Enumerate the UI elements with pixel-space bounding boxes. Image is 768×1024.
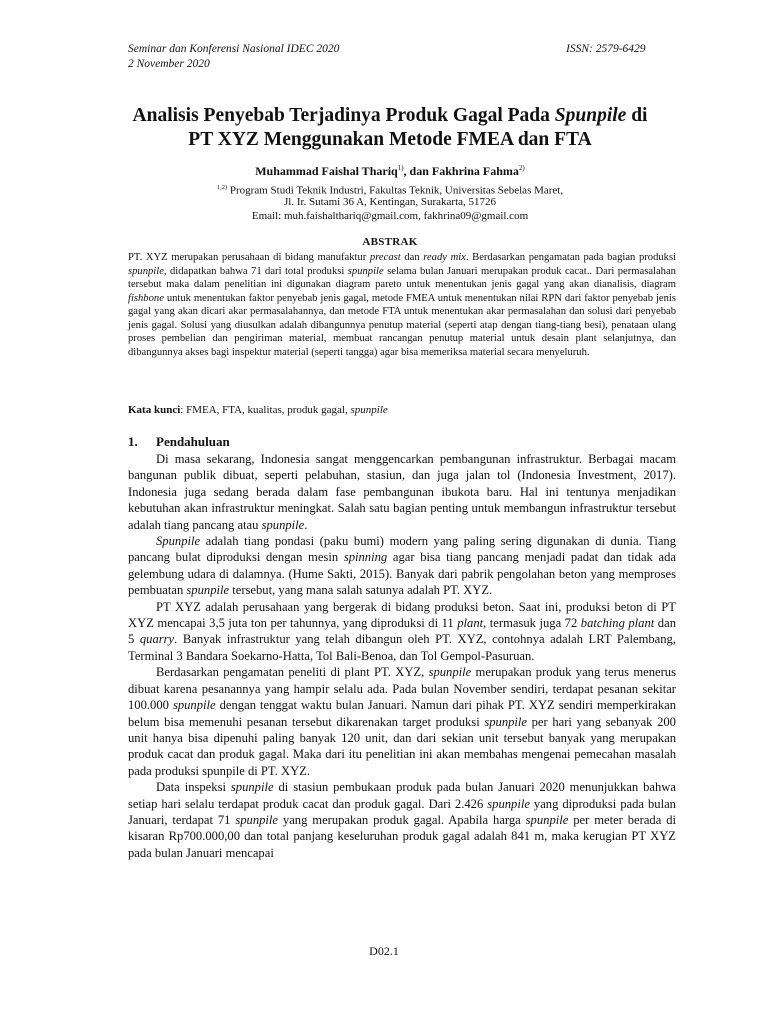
- text-run: dengan tenggat waktu bulan Januari. Namun dari pihak PT. XYZ sendiri memperkirakan belum bisa memenuhi pesanan tersebut dikarenakan target produksi: [128, 698, 677, 729]
- italic-term: batching plant: [580, 616, 655, 631]
- text-run: per meter berada di kisaran Rp700.000,00 dan total panjang keseluruhan produk gagal adalah 841 m, maka kerugian PT XYZ pada bulan Januari mencapai: [128, 812, 676, 860]
- italic-term: spunpile: [235, 812, 279, 827]
- italic-term: spunpile: [172, 698, 216, 713]
- abstract-heading: ABSTRAK: [362, 236, 418, 248]
- author-2-sup: 2): [518, 164, 525, 172]
- text-run: .: [304, 517, 308, 532]
- title-line2: PT XYZ Menggunakan Metode FMEA dan FTA: [188, 129, 592, 150]
- text-run: Data inspeksi: [156, 780, 231, 795]
- author-email: Email: muh.faishalthariq@gmail.com, fakhrina09@gmail.com: [251, 210, 529, 222]
- italic-term: spunpile: [487, 796, 530, 811]
- italic-term: spunpile: [525, 812, 569, 827]
- keywords-italic: spunpile: [350, 404, 388, 416]
- text-run: , didapatkan bahwa 71 dari total produksi: [163, 265, 348, 277]
- text-run: PT. XYZ merupakan perusahaan di bidang manufaktur: [128, 252, 370, 263]
- text-run: untuk menentukan faktor penyebab jenis gagal, metode FMEA untuk menentukan nilai RPN dari faktor penyebab jenis gagal yang akan dicari akar permasalahannya, dan metode FTA untuk menentukan akar permasalahan dan solusi dari penyebab jenis gagal. Solusi yang diusulkan adalah dibangunnya penutup material (seperti atap dengan tiang-tiang besi), penataan ulang proses pembelian dan pengiriman material, membuat rancangan penutup material untuk desain plant selanjutnya, dan dibangunnya akses bagi inspektur material (seperti tangga) agar bisa memeriksa material secara menyeluruh.: [128, 292, 676, 358]
- italic-term: spunpile: [484, 714, 528, 729]
- italic-term: spunpile: [261, 517, 305, 532]
- body-paragraph: [128, 779, 676, 861]
- body-paragraph: [128, 451, 676, 533]
- italic-term: plant: [457, 616, 484, 631]
- keywords-label: Kata kunci: [128, 404, 181, 416]
- page-number: D02.1: [369, 944, 399, 958]
- text-run: , termasuk juga 72: [483, 616, 581, 631]
- section-title: Pendahuluan: [156, 434, 230, 449]
- body-paragraph: [128, 599, 676, 665]
- title-line1-b: di: [626, 105, 648, 126]
- text-run: dan 5: [128, 616, 676, 647]
- title-line1-italic: Spunpile: [554, 105, 627, 126]
- italic-term: spunpile: [347, 265, 384, 277]
- italic-term: fishbone: [128, 292, 164, 304]
- paper-title: [100, 104, 680, 152]
- text-run: yang diproduksi pada bulan Januari, terdapat 71: [128, 796, 676, 827]
- body-paragraph: [128, 664, 676, 779]
- author-2: Fakhrina Fahma: [431, 164, 519, 178]
- text-run: PT XYZ adalah perusahaan yang bergerak di bidang produksi beton. Saat ini, produksi beton di PT XYZ mencapai 3,5 juta ton per tahunnya, yang diproduksi di 11: [128, 599, 676, 631]
- affiliation-sup: 1,2): [216, 184, 228, 191]
- author-line: [100, 164, 680, 179]
- text-run: Di masa sekarang, Indonesia sangat menggencarkan pembangunan infrastruktur. Berbagai macam bangunan publik dibuat, seperti pelabuhan, stasiun, dan juga jalan tol (Indonesia Investment, 2017). Indonesia juga sedang berada dalam fase pembangunan ibukota baru. Hal ini tentunya menjadikan kebutuhan akan infrastruktur meningkat. Salah satu bagian penting untuk membangun infrastruktur tersebut adalah tiang pancang atau: [128, 452, 676, 532]
- text-run: agar bisa tiang pancang menjadi padat dan tidak ada gelembung udara di dalamnya. (Hume Sakti, 2015). Banyak dari pabrik pengolahan beton yang memproses pembuatan: [128, 550, 676, 598]
- affiliation-1: Program Studi Teknik Industri, Fakultas Teknik, Universitas Sebelas Maret,: [227, 184, 564, 197]
- section-number: 1.: [128, 434, 138, 449]
- text-run: di stasiun pembukaan produk pada bulan Januari 2020 menunjukkan bahwa setiap hari selalu terdapat produk cacat dan produk gagal. Dari 2.426: [128, 780, 676, 811]
- affiliation-line-2: Jl. Ir. Sutami 36 A, Kentingan, Surakarta, 51726: [283, 196, 497, 208]
- text-run: per hari yang sebanyak 200 unit hanya bisa dipenuhi paling banyak 120 unit, dan dari sekian unit tersebut banyak yang merupakan produk cacat dan produk gagal. Maka dari itu penelitian ini akan membahas mengenai pemecahan masalah pada produksi spunpile di PT. XYZ.: [128, 714, 676, 778]
- conference-date: 2 November 2020: [128, 58, 210, 70]
- text-run: tersebut, yang mana salah satunya adalah PT. XYZ.: [229, 583, 493, 598]
- italic-term: ready mix: [423, 252, 466, 263]
- conference-name: Seminar dan Konferensi Nasional IDEC 2020: [128, 43, 340, 55]
- text-run: adalah tiang pondasi (paku bumi) modern yang paling sering digunakan di dunia. Tiang pancang bulat diproduksi dengan mesin: [128, 534, 676, 565]
- body-text: [128, 451, 676, 861]
- section-heading: [128, 434, 230, 450]
- text-run: merupakan produk yang terus menerus dibuat karena pesanannya yang hampir selalu ada. Pada bulan November sendiri, terdapat pesanan sekitar 100.000: [128, 665, 676, 713]
- italic-term: quarry: [139, 632, 175, 647]
- abstract-body: [128, 251, 676, 359]
- italic-term: spunpile: [230, 780, 274, 795]
- author-1: Muhammad Faishal Thariq: [255, 164, 398, 178]
- text-run: yang merupakan produk gagal. Apabila harga: [278, 812, 526, 827]
- italic-term: Spunpile: [156, 534, 201, 549]
- keywords-text: : FMEA, FTA, kualitas, produk gagal,: [180, 404, 351, 416]
- text-run: Berdasarkan pengamatan peneliti di plant PT. XYZ,: [156, 665, 429, 680]
- keywords: [128, 404, 676, 416]
- body-paragraph: [128, 533, 676, 599]
- title-line1-a: Analisis Penyebab Terjadinya Produk Gagal Pada: [132, 105, 555, 126]
- text-run: . Berdasarkan pengamatan pada bagian produksi: [465, 252, 677, 263]
- italic-term: spunpile: [428, 665, 472, 680]
- text-run: selama bulan Januari merupakan produk cacat.. Dari permasalahan tersebut maka dalam penelitian ini digunakan diagram pareto untuk menentukan jenis gagal yang akan dianalisis, diagram: [128, 265, 676, 290]
- author-1-sup: 1): [397, 164, 404, 172]
- author-separator: , dan: [403, 164, 432, 178]
- text-run: dan: [400, 252, 424, 263]
- italic-term: spunpile: [128, 265, 164, 277]
- italic-term: precast: [369, 252, 401, 263]
- italic-term: spinning: [343, 550, 388, 565]
- italic-term: spunpile: [186, 583, 230, 598]
- text-run: . Banyak infrastruktur yang telah dibangun oleh PT. XYZ, contohnya adalah LRT Palembang, Terminal 3 Bandara Soekarno-Hatta, Tol Bali-Benoa, dan Tol Gempol-Pasuruan.: [128, 632, 677, 663]
- issn-label: ISSN: 2579-6429: [566, 43, 646, 55]
- running-header-left: [128, 42, 339, 72]
